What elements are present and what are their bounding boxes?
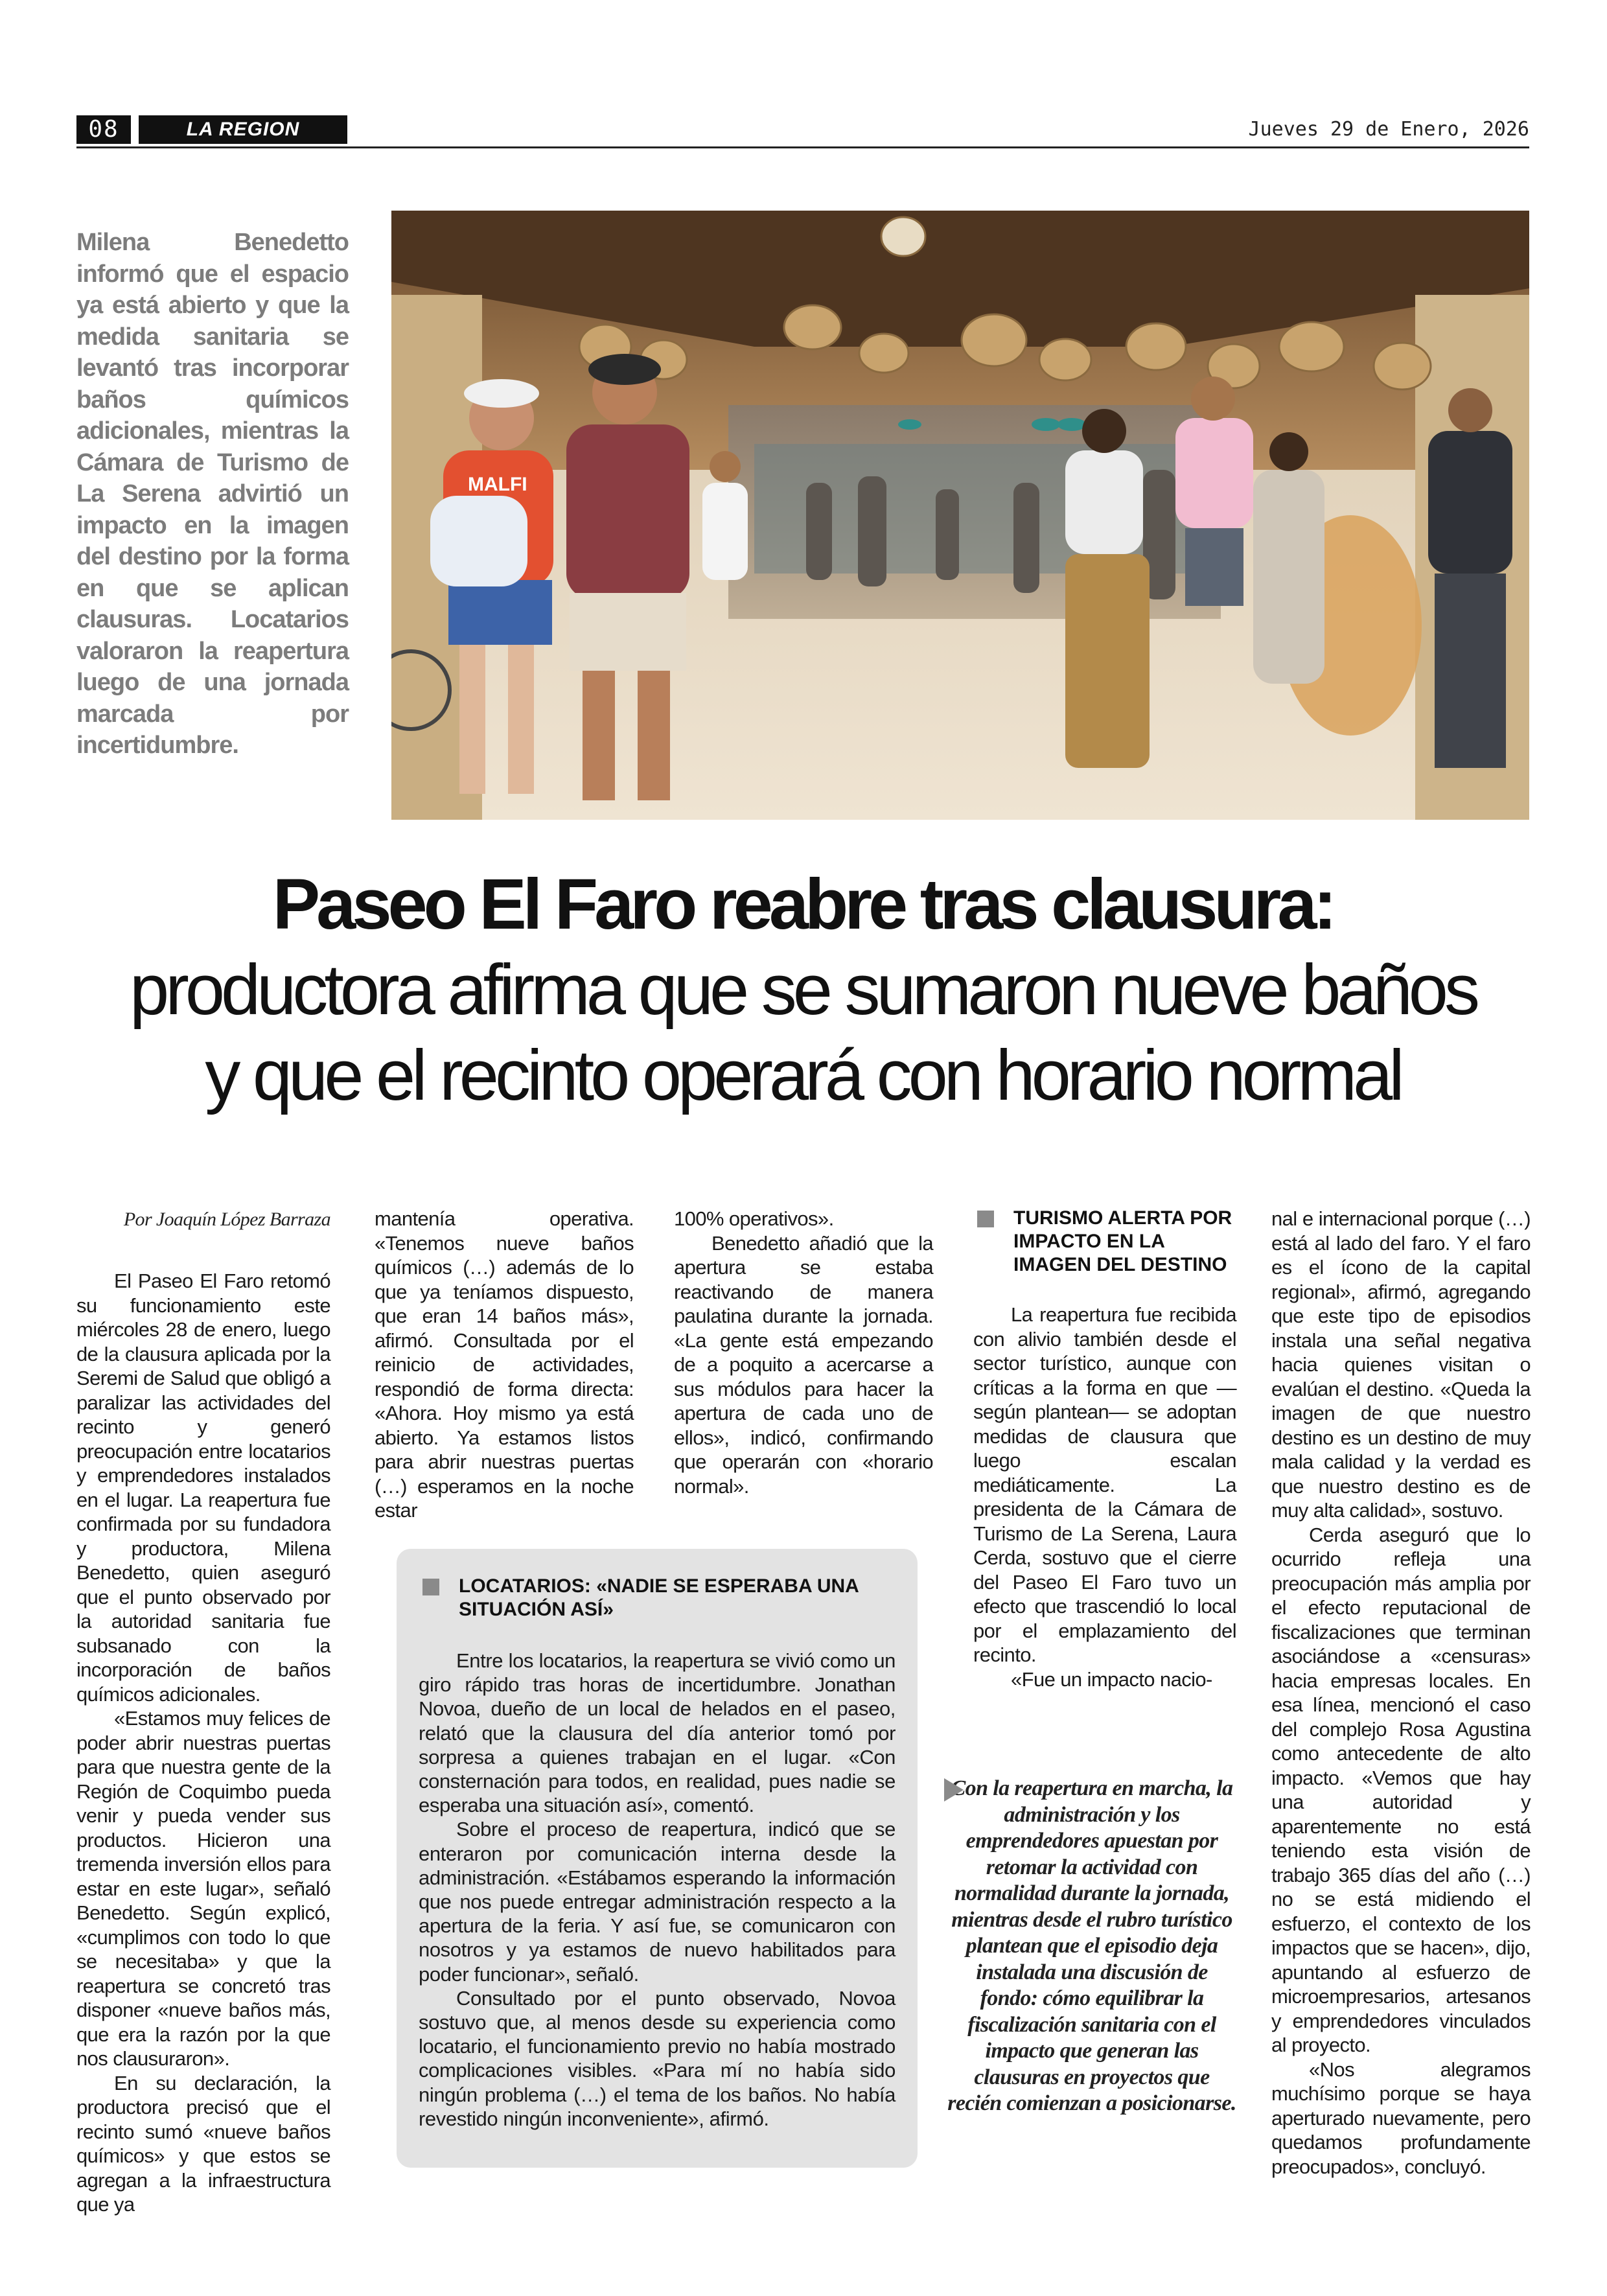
article-lead: Milena Benedetto informó que el espacio ya está abierto y que la medida sanitaria se levantó tras incorporar baños químicos adicionales, mientras la Cámara de Turismo de La Serena advirtió un impacto en la imagen del destino por la forma en que se aplican clausuras. Locatarios valoraron la reapertura luego de una jornada marcada por incertidumbre. [76, 229, 349, 759]
page-header [76, 115, 1529, 146]
triangle-marker-icon [944, 1778, 964, 1802]
paragraph: mantenía operativa. «Tenemos nueve baños químicos (…) además de lo que ya teníamos dispuesto, que eran 14 baños más», afirmó. Consultada por el reinicio de actividades, respondió de forma directa: «Ahora. Hoy mismo ya está abierto. Ya estamos listos para abrir nuestras puertas (…) esperamos en la noche estar [375, 1207, 634, 1522]
shirt-print: MALFI [468, 474, 527, 495]
column-5 [1271, 1207, 1531, 2179]
paragraph: «Nos alegramos muchísimo porque se haya aperturado nuevamente, pero quedamos profundamente preocupados», concluyó. [1271, 2058, 1531, 2178]
article-photo [391, 211, 1529, 820]
article-headline [76, 862, 1529, 1119]
square-bullet-icon [422, 1579, 439, 1595]
box-body [419, 1649, 896, 2131]
pull-quote: Con la reapertura en marcha, la administración y los emprendedores apuestan por retomar la actividad con normalidad durante la jornada, mientras desde el rubro turístico plantean que el episodio deja instalada una discusión de fondo: cómo equilibrar la fiscalización sanitaria con el impacto que generan las clausuras en proyectos que recién comienzan a posicionarse. [946, 1776, 1238, 2117]
issue-date: Jueves 29 de Enero, 2026 [1248, 118, 1529, 141]
paragraph: Consultado por el punto observado, Novoa sostuvo que, al menos desde su experiencia como locatario, el funcionamiento previo no había mostrado complicaciones visibles. «Para mí no había sido ningún problema (…) el tema de los baños. No había revestido ningún inconveniente», afirmó. [419, 1986, 896, 2130]
section-subhead: TURISMO ALERTA POR IMPACTO EN LA IMAGEN DEL DESTINO [973, 1207, 1236, 1277]
newspaper-logo: LA REGION [139, 115, 347, 144]
page-number: 08 [76, 115, 131, 144]
paragraph: El Paseo El Faro retomó su funcionamiento este miércoles 28 de enero, luego de la clausura aplicada por la Seremi de Salud que obligó a paralizar las actividades del recinto y generó preocupación entre locatarios y emprendedores instalados en el lugar. La reapertura fue confirmada por su fundadora y productora, Milena Benedetto, quien aseguró que el punto observado por la autoridad sanitaria fue subsanado con la incorporación de baños químicos adicionales. [76, 1270, 330, 1706]
market-scene-illustration [391, 211, 1529, 820]
paragraph: «Fue un impacto nacio- [1011, 1667, 1212, 1691]
headline-line-2: productora afirma que se sumaron nueve baños [130, 950, 1476, 1030]
paragraph: Cerda aseguró que lo ocurrido refleja una preocupación más amplia por el efecto reputacional de fiscalizaciones que terminan asociándose a «censuras» hacia empresas locales. En esa línea, mencionó el caso del complejo Rosa Agustina como antecedente de alto impacto. «Vemos que hay una autoridad y aparentemente no está teniendo esta visión de trabajo 365 días del año (…) no se está midiendo el esfuerzo, el contexto de los impactos que se hacen», dijo, apuntando al esfuerzo de microempresarios, artesanos y emprendedores vinculados al proyecto. [1271, 1523, 1531, 2056]
sidebar-box [397, 1549, 918, 2168]
paragraph: En su declaración, la productora precisó que el recinto sumó «nueve baños químicos» y que estos se agregan a la infraestructura que ya [76, 2071, 330, 2216]
byline: Por Joaquín López Barraza [123, 1209, 330, 1230]
headline-line-3: y que el recinto operará con horario normal [205, 1036, 1401, 1115]
column-4 [973, 1207, 1236, 1691]
square-bullet-icon [977, 1211, 994, 1227]
paragraph: Sobre el proceso de reapertura, indicó que se enteraron por comunicación interna desde la administración. «Estábamos esperando la información que nos puede entregar administración respecto a la apertura de la feria. Y así fue, se comunicaron con nosotros y ya estamos de nuevo habilitados para poder funcionar», señaló. [419, 1818, 896, 1986]
column-3 [674, 1207, 933, 1498]
paragraph: La reapertura fue recibida con alivio también desde el sector turístico, aunque con críticas a la forma en que —según plantean— se adoptan medidas de clausura que luego escalan mediáticamente. La presidenta de la Cámara de Turismo de La Serena, Laura Cerda, sostuvo que el cierre del Paseo El Faro tuvo un efecto que trascendió lo local por el emplazamiento del recinto. [973, 1303, 1236, 1666]
headline-line-1: Paseo El Faro reabre tras clausura: [272, 864, 1334, 944]
box-subhead: LOCATARIOS: «NADIE SE ESPERABA UNA SITUACIÓN ASÍ» [419, 1575, 896, 1621]
paragraph: Benedetto añadió que la apertura se estaba reactivando de manera paulatina durante la jornada. «La gente está empezando de a poquito a acercarse a sus módulos para hacer la apertura de cada uno de ellos», indicó, confirmando que operarán con «horario normal». [674, 1231, 933, 1498]
column-2 [375, 1207, 634, 1523]
paragraph: 100% operativos». [674, 1207, 834, 1230]
header-rule [76, 146, 1529, 148]
column-1 [76, 1207, 330, 2217]
paragraph: nal e internacional porque (…) está al lado del faro. Y el faro es el ícono de la capital regional», afirmó, agregando que este tipo de episodios instala una señal negativa hacia quienes visitan o evalúan el destino. «Queda la imagen de que nuestro destino es un destino de muy mala calidad y la verdad es que nuestro destino es de muy alta calidad», sostuvo. [1271, 1207, 1531, 1522]
paragraph: Entre los locatarios, la reapertura se vivió como un giro rápido tras horas de incertidumbre. Jonathan Novoa, dueño de un local de helados en el paseo, relató que la clausura del día anterior tomó por sorpresa a quienes trabajan en el lugar. «Con consternación para todos, en realidad, pues nadie se esperaba una situación así», comentó. [419, 1649, 896, 1817]
paragraph: «Estamos muy felices de poder abrir nuestras puertas para que nuestra gente de la Región de Coquimbo pueda venir y pueda vender sus productos. Hicieron una tremenda inversión ellos para estar en este lugar», señaló Benedetto. Según explicó, «cumplimos con todo lo que se necesitaba» y que la reapertura se concretó tras disponer «nueve baños más, que era la razón por la que nos clausuraron». [76, 1707, 330, 2070]
